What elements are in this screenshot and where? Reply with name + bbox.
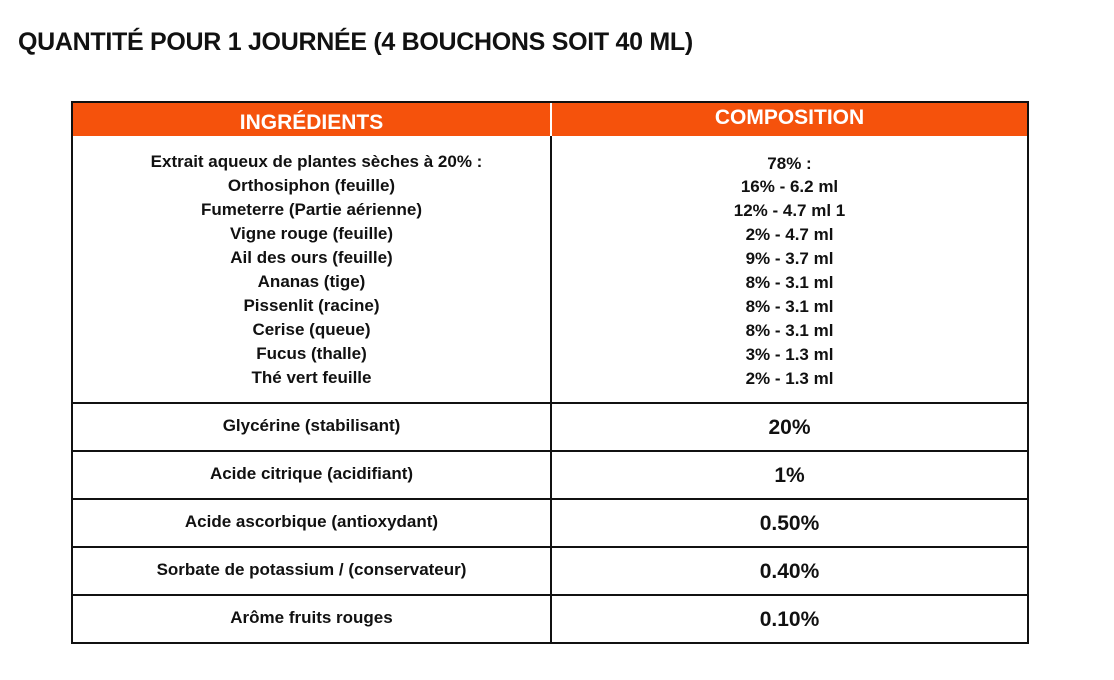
plant-value: 12% - 4.7 ml 1 — [733, 201, 846, 220]
plant-value: 2% - 4.7 ml — [745, 225, 834, 244]
header-composition: COMPOSITION — [714, 106, 865, 129]
composition-cell: 0.10% — [759, 608, 820, 631]
table-row — [73, 546, 1027, 594]
plant-name: Orthosiphon (feuille) — [227, 176, 396, 195]
plant-value: 2% - 1.3 ml — [745, 369, 834, 388]
plant-name: Ail des ours (feuille) — [230, 248, 393, 267]
plant-name: Fucus (thalle) — [256, 344, 367, 363]
ingredient-cell: Glycérine (stabilisant) — [73, 404, 552, 450]
plant-extract-total: 78% : — [767, 154, 812, 173]
ingredient-cell: Sorbate de potassium / (conservateur) — [73, 548, 552, 594]
composition-cell: 1% — [774, 464, 805, 487]
ingredient-cell: Arôme fruits rouges — [73, 596, 552, 642]
table-header — [73, 103, 1027, 136]
plant-value: 8% - 3.1 ml — [745, 297, 834, 316]
header-ingredients: INGRÉDIENTS — [73, 103, 552, 136]
table-row — [73, 450, 1027, 498]
table-row-plant-extract — [73, 136, 1027, 402]
table-row — [73, 594, 1027, 642]
plant-value: 8% - 3.1 ml — [745, 273, 834, 292]
plant-value: 8% - 3.1 ml — [745, 321, 834, 340]
composition-table — [71, 101, 1029, 644]
table-row — [73, 498, 1027, 546]
ingredient-cell: Acide citrique (acidifiant) — [73, 452, 552, 498]
plant-name: Cerise (queue) — [252, 320, 371, 339]
plant-name: Pissenlit (racine) — [243, 296, 380, 315]
page-title: QUANTITÉ POUR 1 JOURNÉE (4 BOUCHONS SOIT 40 ML) — [18, 28, 693, 56]
plant-value: 3% - 1.3 ml — [745, 345, 834, 364]
composition-cell: 20% — [768, 416, 811, 439]
composition-cell: 0.40% — [759, 560, 820, 583]
composition-cell: 0.50% — [759, 512, 820, 535]
plant-name: Vigne rouge (feuille) — [229, 224, 394, 243]
plant-name: Fumeterre (Partie aérienne) — [200, 200, 423, 219]
plant-value: 16% - 6.2 ml — [740, 177, 839, 196]
plant-value: 9% - 3.7 ml — [745, 249, 834, 268]
ingredient-cell: Acide ascorbique (antioxydant) — [73, 500, 552, 546]
plant-extract-ingredients — [73, 136, 552, 402]
plant-extract-intro: Extrait aqueux de plantes sèches à 20% : — [150, 152, 483, 171]
table-row — [73, 402, 1027, 450]
plant-name: Thé vert feuille — [251, 368, 372, 387]
plant-extract-composition — [552, 136, 1027, 402]
plant-name: Ananas (tige) — [257, 272, 366, 291]
